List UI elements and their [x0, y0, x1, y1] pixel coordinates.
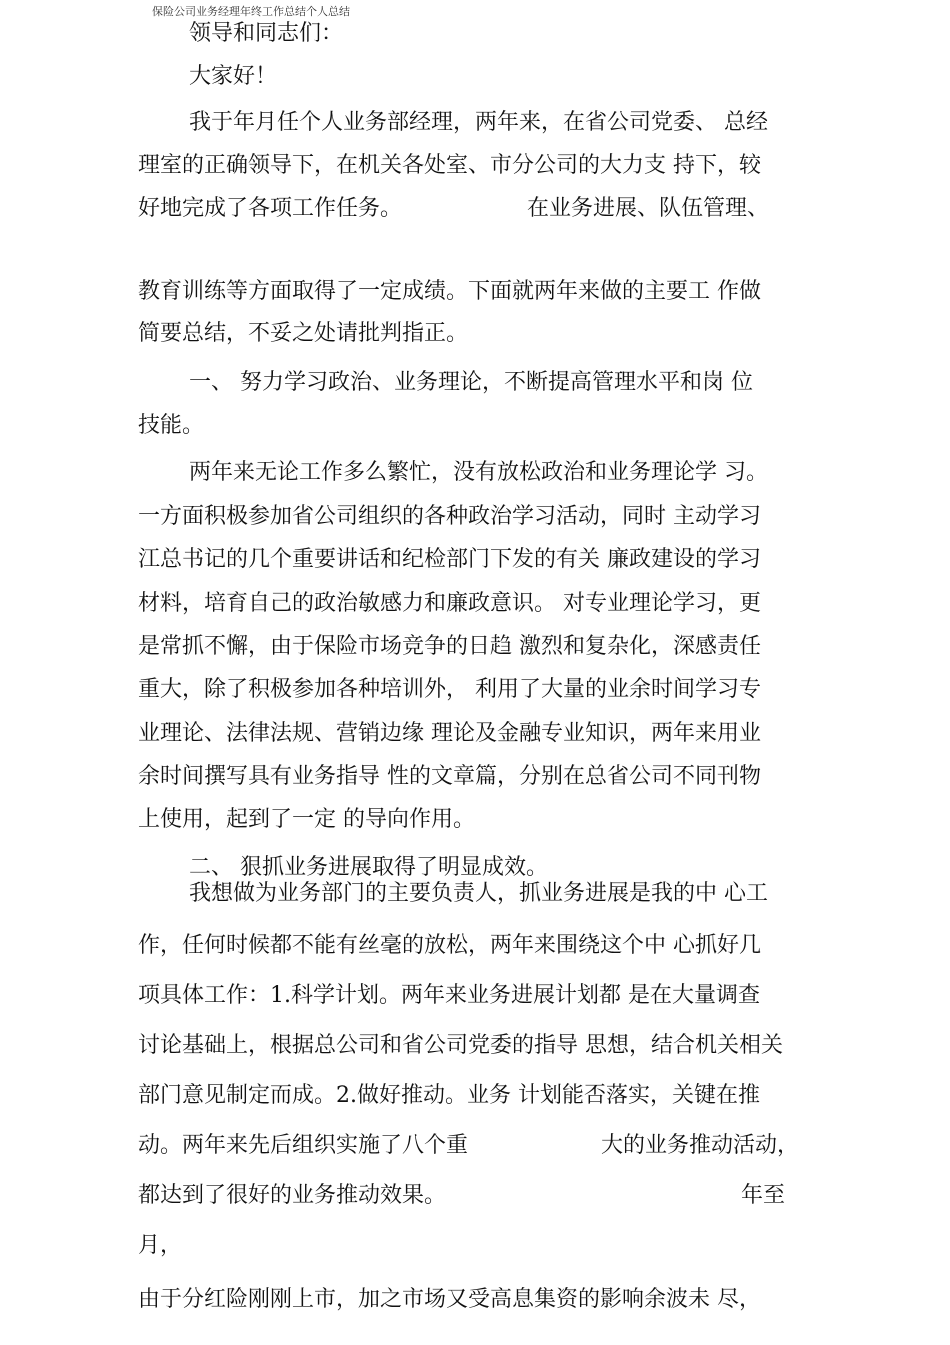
paragraph-line: 月， — [138, 1233, 183, 1258]
paragraph-line: 上使用，起到了一定 的导向作用。 — [138, 807, 475, 832]
paragraph-line: 都达到了很好的业务推动效果。 — [138, 1183, 447, 1208]
section-heading: 二、 狠抓业务进展取得了明显成效。 — [189, 855, 548, 880]
paragraph-line: 理室的正确领导下，在机关各处室、市分公司的大力支 持下，较 — [138, 153, 761, 178]
paragraph-line: 教育训练等方面取得了一定成绩。下面就两年来做的主要工 作做 — [138, 279, 761, 304]
paragraph-line: 业理论、法律法规、营销边缘 理论及金融专业知识，两年来用业 — [138, 721, 761, 746]
paragraph-line: 一方面积极参加省公司组织的各种政治学习活动，同时 主动学习 — [138, 504, 761, 529]
paragraph-line: 项具体工作：1.科学计划。两年来业务进展计划都 是在大量调查 — [138, 983, 760, 1008]
paragraph-line: 两年来无论工作多么繁忙，没有放松政治和业务理论学 习。 — [189, 460, 768, 485]
section-heading: 技能。 — [138, 413, 205, 438]
paragraph-line: 余时间撰写具有业务指导 性的文章篇，分别在总省公司不同刊物 — [138, 764, 761, 789]
running-header-title: 保险公司业务经理年终工作总结个人总结 — [152, 5, 350, 18]
paragraph-line: 讨论基础上，根据总公司和省公司党委的指导 思想，结合机关相关 — [138, 1033, 783, 1058]
paragraph-line: 江总书记的几个重要讲话和纪检部门下发的有关 廉政建设的学习 — [138, 547, 761, 572]
paragraph-line: 材料，培育自己的政治敏感力和廉政意识。 对专业理论学习，更 — [138, 591, 761, 616]
paragraph-line: 年至 — [741, 1183, 786, 1208]
paragraph-line: 我于年月任个人业务部经理，两年来，在省公司党委、 总经 — [189, 110, 768, 135]
section-heading: 一、 努力学习政治、业务理论，不断提高管理水平和岗 位 — [189, 370, 753, 395]
paragraph-line: 是常抓不懈，由于保险市场竞争的日趋 激烈和复杂化，深感责任 — [138, 634, 761, 659]
paragraph-line: 大的业务推动活动， — [601, 1133, 800, 1158]
paragraph-line: 领导和同志们： — [189, 21, 344, 46]
paragraph-line: 在业务进展、队伍管理、 — [527, 196, 770, 221]
paragraph-line: 好地完成了各项工作任务。 — [138, 196, 403, 221]
paragraph-line: 部门意见制定而成。2.做好推动。业务 计划能否落实，关键在推 — [138, 1083, 760, 1108]
paragraph-line: 重大，除了积极参加各种培训外， 利用了大量的业余时间学习专 — [138, 677, 761, 702]
paragraph-line: 大家好！ — [189, 64, 278, 89]
paragraph-line: 简要总结，不妥之处请批判指正。 — [138, 321, 469, 346]
paragraph-line: 由于分红险刚刚上市，加之市场又受高息集资的影响余波未 尽， — [138, 1287, 761, 1312]
paragraph-line: 作，任何时候都不能有丝毫的放松，两年来围绕这个中 心抓好几 — [138, 933, 761, 958]
paragraph-line: 动。两年来先后组织实施了八个重 — [138, 1133, 469, 1158]
paragraph-line: 我想做为业务部门的主要负责人，抓业务进展是我的中 心工 — [189, 881, 768, 906]
